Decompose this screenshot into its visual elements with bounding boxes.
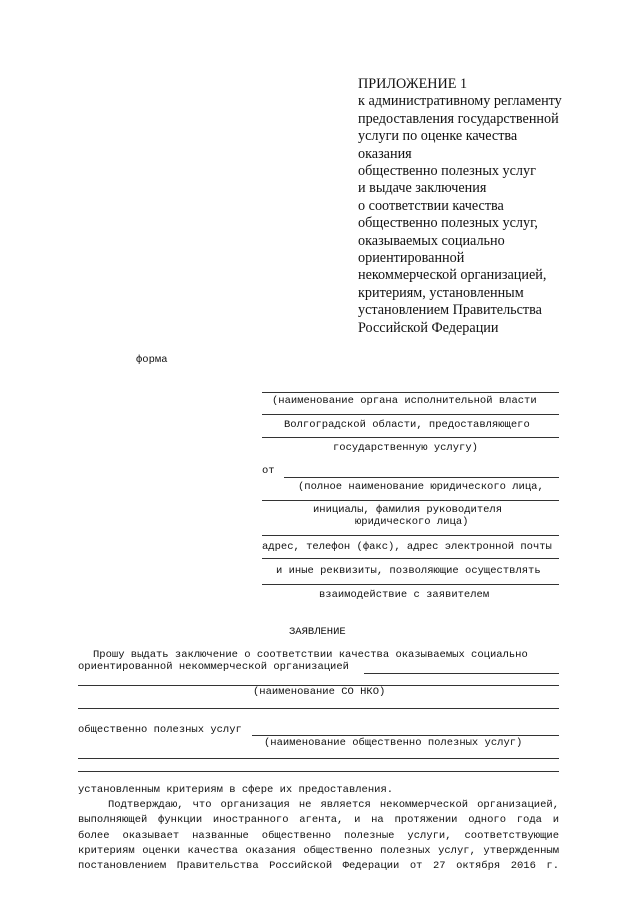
authority-caption-1: (наименование органа исполнительной власти bbox=[272, 395, 537, 407]
blank-line bbox=[262, 584, 559, 585]
appendix-line: к административному регламенту bbox=[358, 93, 562, 110]
blank-line bbox=[262, 500, 559, 501]
appendix-header bbox=[358, 76, 608, 337]
applicant-caption-2: инициалы, фамилия руководителя bbox=[313, 504, 503, 516]
contacts-caption-2: и иные реквизиты, позволяющие осуществлять bbox=[276, 565, 541, 577]
blank-line bbox=[78, 771, 559, 772]
appendix-line: критериям, установленным bbox=[358, 284, 524, 301]
blank-line bbox=[78, 708, 559, 709]
authority-caption-3: государственную услугу) bbox=[333, 442, 478, 454]
confirm-line: Подтверждаю, что организация не является некоммерческой организацией, bbox=[108, 799, 559, 812]
appendix-line: предоставления государственной bbox=[358, 110, 559, 127]
appendix-line: услуги по оценке качества bbox=[358, 128, 518, 145]
appendix-line: Российской Федерации bbox=[358, 319, 499, 336]
appendix-line: и выдаче заключения bbox=[358, 180, 487, 197]
appendix-line: оказания bbox=[358, 145, 412, 162]
statement-body bbox=[78, 783, 559, 874]
appendix-line: установлением Правительства bbox=[358, 302, 542, 319]
applicant-caption-1: (полное наименование юридического лица, bbox=[298, 481, 544, 493]
applicant-caption-3: юридического лица) bbox=[355, 516, 469, 528]
blank-line bbox=[262, 437, 559, 438]
appendix-line: оказываемых социально bbox=[358, 232, 505, 249]
blank-line bbox=[262, 414, 559, 415]
blank-line bbox=[78, 758, 559, 759]
confirm-line: более оказывает названные общественно полезные услуги, соответствующие bbox=[78, 829, 559, 842]
authority-caption-2: Волгоградской области, предоставляющего bbox=[284, 419, 530, 431]
criteria-line: установленным критериям в сфере их предоставления. bbox=[78, 784, 394, 796]
confirm-line: постановлением Правительства Российской Федерации от 27 октября 2016 г. bbox=[78, 860, 559, 873]
appendix-title: ПРИЛОЖЕНИЕ 1 bbox=[358, 76, 468, 92]
form-label: форма bbox=[136, 354, 168, 366]
contacts-caption-1: адрес, телефон (факс), адрес электронной почты bbox=[262, 541, 552, 553]
blank-line bbox=[262, 558, 559, 559]
appendix-line: о соответствии качества bbox=[358, 197, 504, 214]
org-caption: (наименование СО НКО) bbox=[253, 686, 386, 698]
services-caption: (наименование общественно полезных услуг) bbox=[264, 737, 523, 749]
appendix-line: общественно полезных услуг bbox=[358, 163, 536, 180]
from-label: от bbox=[262, 465, 275, 477]
appendix-line: общественно полезных услуг, bbox=[358, 215, 538, 232]
blank-line bbox=[252, 735, 559, 736]
appendix-line: некоммерческой организацией, bbox=[358, 267, 547, 284]
confirm-line: выполняющей функции иностранного агента, и на протяжении одного года и bbox=[78, 814, 559, 827]
contacts-caption-3: взаимодействие с заявителем bbox=[319, 589, 490, 601]
request-line-2: ориентированной некоммерческой организацией bbox=[78, 661, 349, 673]
blank-line bbox=[262, 535, 559, 536]
services-label: общественно полезных услуг bbox=[78, 724, 242, 736]
appendix-line: ориентированной bbox=[358, 250, 465, 267]
confirm-line: критериям оценки качества оказания общественно полезных услуг, утвержденным bbox=[78, 844, 559, 857]
blank-line bbox=[364, 673, 559, 674]
blank-line bbox=[284, 477, 559, 478]
blank-line bbox=[262, 392, 559, 393]
statement-title: ЗАЯВЛЕНИЕ bbox=[289, 626, 346, 638]
request-line-1: Прошу выдать заключение о соответствии качества оказываемых социально bbox=[93, 649, 528, 661]
